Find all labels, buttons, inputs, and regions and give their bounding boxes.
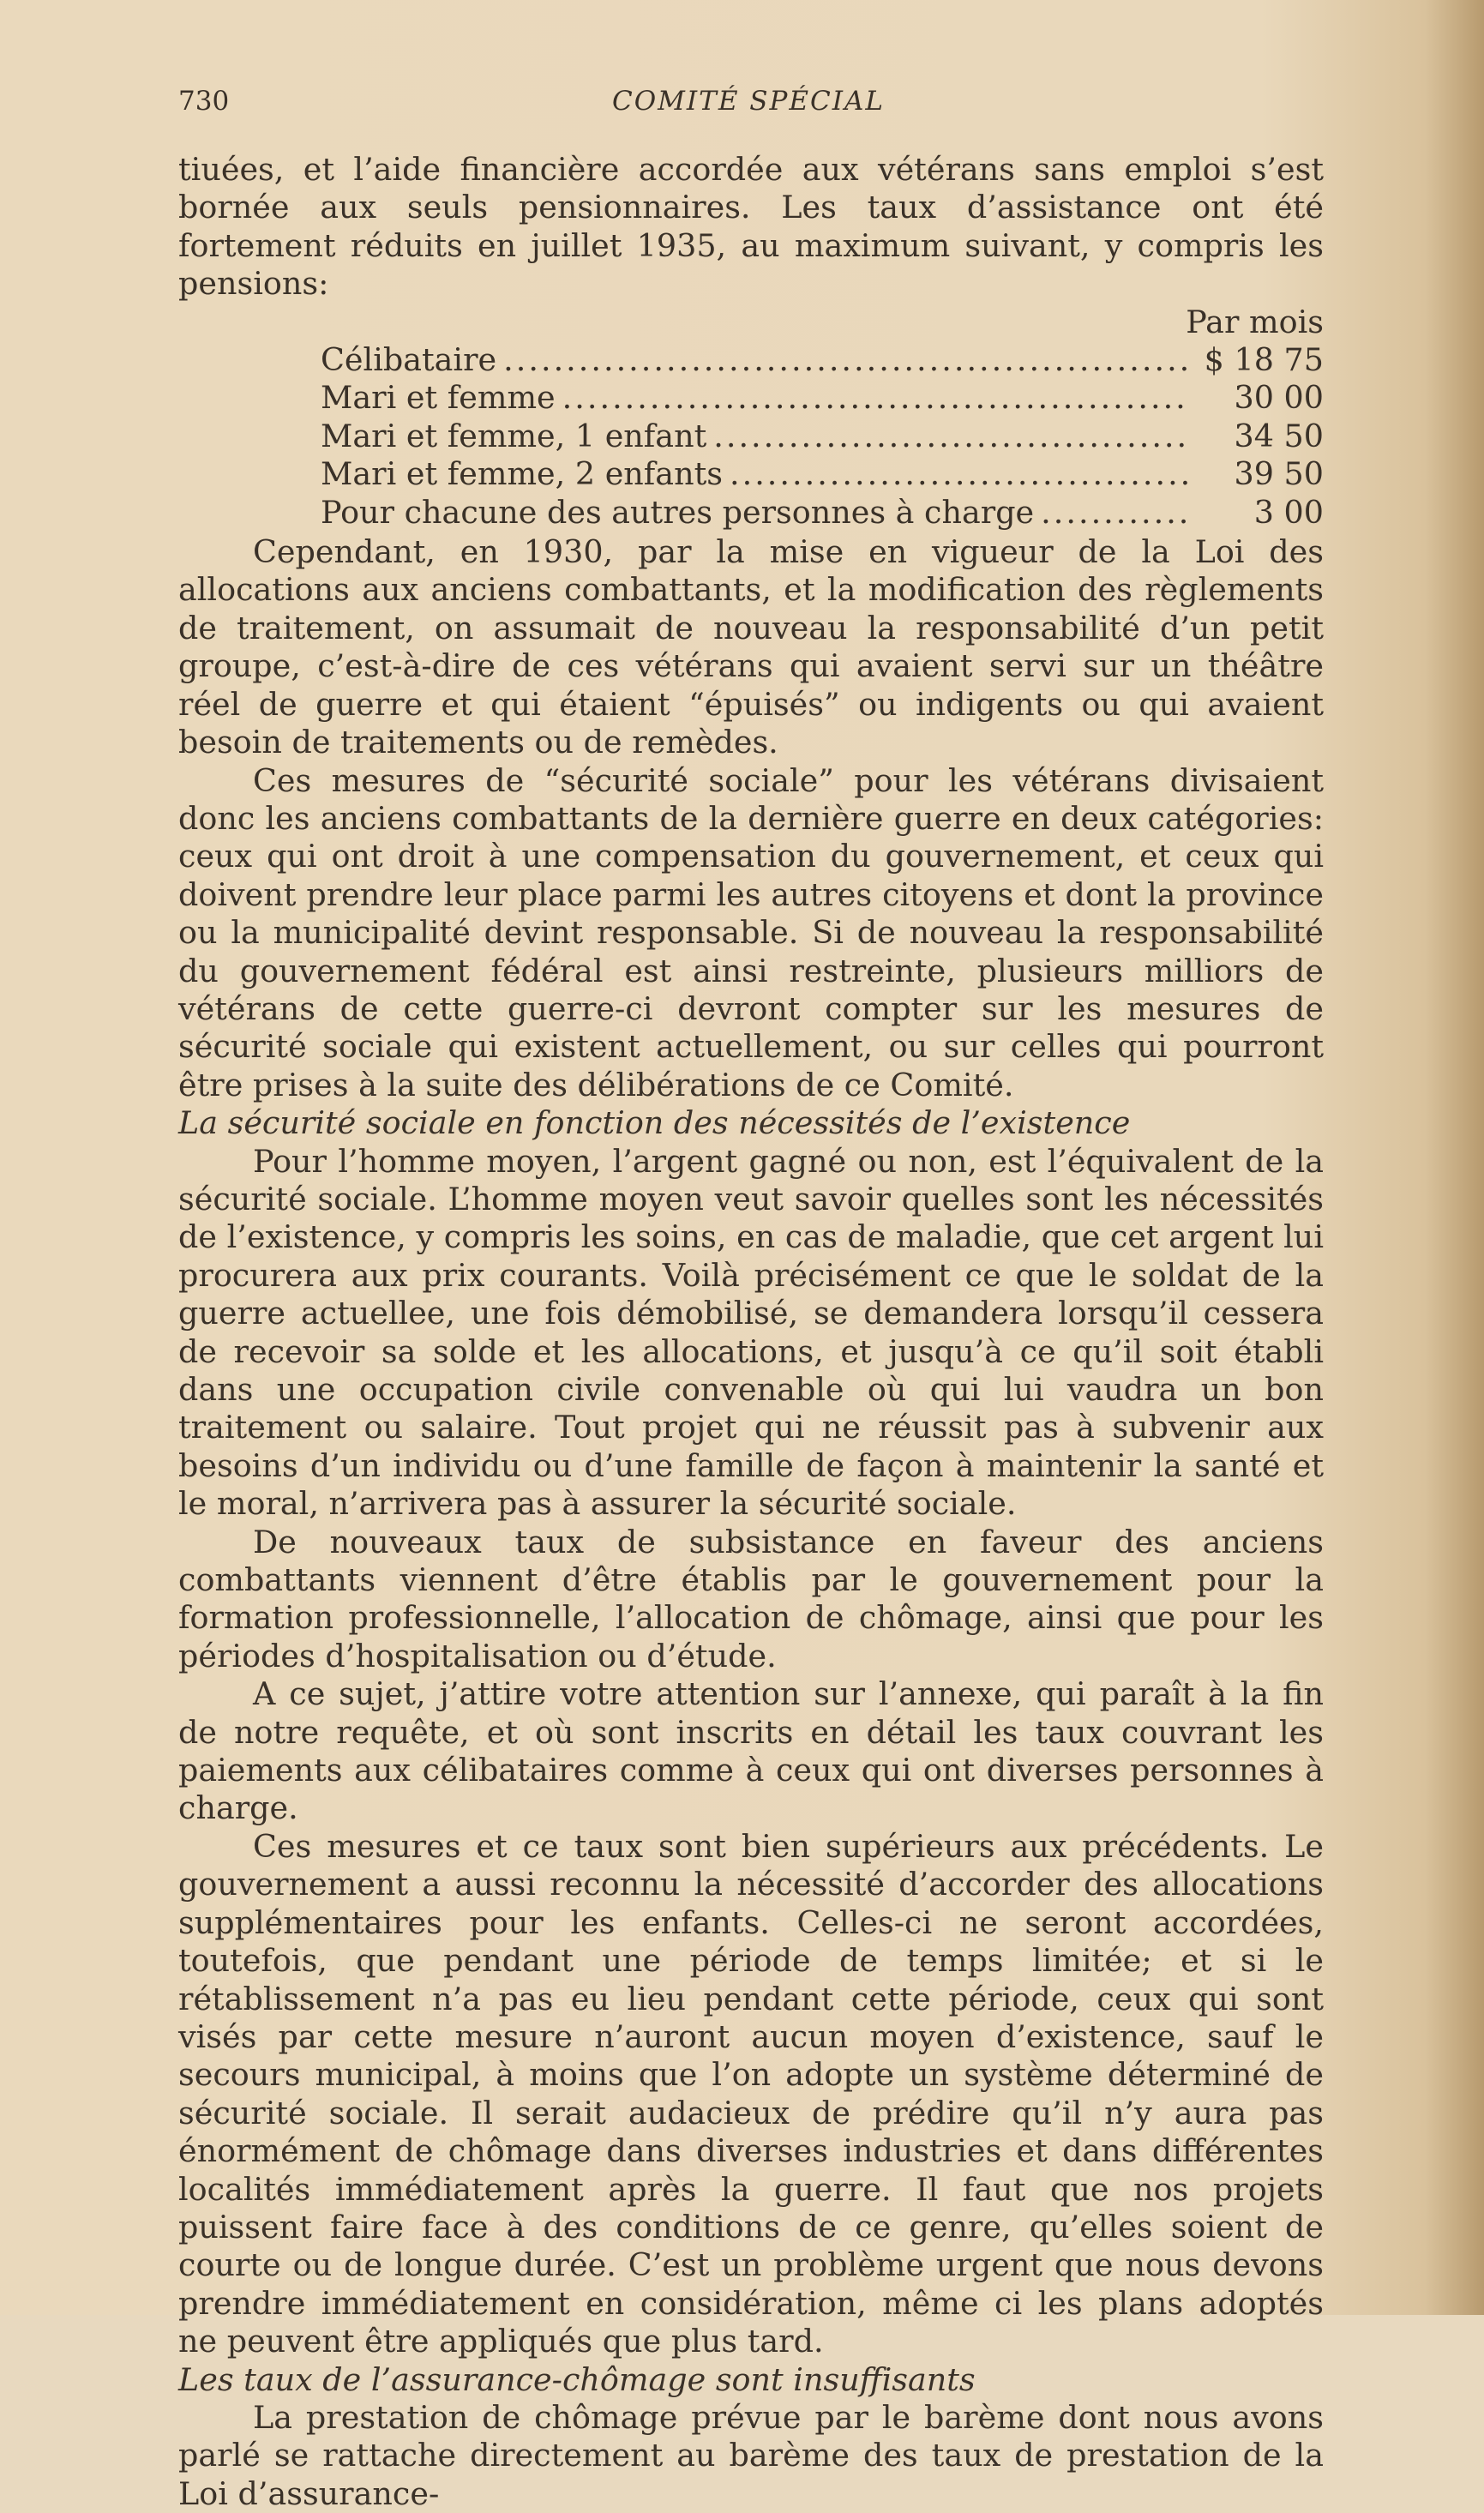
rate-label: Célibataire — [321, 341, 497, 379]
rate-row — [178, 418, 1324, 455]
dot-leader — [730, 455, 1188, 493]
rate-label: Mari et femme, 1 enfant — [321, 417, 707, 454]
rate-amount: 3 00 — [1253, 493, 1324, 531]
rates-table — [178, 304, 1324, 532]
paragraph: A ce sujet, j’attire votre attention sur l’annexe, qui paraît à la fin de notre requête, et où sont inscrits en détail les taux couvrant les paiements aux célibataires comme à ceux qui ont diverses personnes à charge. — [178, 1675, 1324, 1827]
paragraph: La prestation de chômage prévue par le barème dont nous avons parlé se rattache directement au barème des taux de prestation de la Loi d’assurance- — [178, 2398, 1324, 2512]
rates-column-header: Par mois — [1186, 303, 1324, 340]
running-title: COMITÉ SPÉCIAL — [612, 86, 885, 117]
rate-amount: 30 00 — [1234, 379, 1324, 417]
rate-row — [178, 494, 1324, 532]
dot-leader — [713, 418, 1188, 455]
paragraph: De nouveaux taux de subsistance en faveur des anciens combattants viennent d’être établis par le gouvernement pour la formation professionnelle, l’allocation de chômage, ainsi que pour les périodes d’hospitalisation ou d’étude. — [178, 1523, 1324, 1674]
dot-leader — [562, 379, 1188, 417]
rate-row — [178, 379, 1324, 417]
paragraph: tiuées, et l’aide financière accordée aux vétérans sans emploi s’est bornée aux seuls pensionnaires. Les taux d’assistance ont été fortement réduits en juillet 1935, au maximum suivant, y compris les pensions: — [178, 151, 1324, 303]
rate-label: Mari et femme, 2 enfants — [321, 455, 723, 493]
section-heading: La sécurité sociale en fonction des nécessités de l’existence — [178, 1104, 1131, 1142]
section-heading: Les taux de l’assurance-chômage sont insuffisants — [178, 2360, 976, 2398]
rate-amount: 34 50 — [1234, 417, 1324, 454]
rate-label: Mari et femme — [321, 379, 556, 417]
page-number: 730 — [178, 86, 230, 117]
paragraph: Pour l’homme moyen, l’argent gagné ou non, est l’équivalent de la sécurité sociale. L’homme moyen veut savoir quelles sont les nécessités de l’existence, y compris les soins, en cas de maladie, que cet argent lui procurera aux prix courants. Voilà précisément ce que le soldat de la guerre actuellee, une fois démobilisé, se demandera lorsqu’il cessera de recevoir sa solde et les allocations, et jusqu’à ce qu’il soit établi dans une occupation civile convenable où qui lui vaudra un bon traitement ou salaire. Tout projet qui ne réussit pas à subvenir aux besoins d’un individu ou d’une famille de façon à maintenir la santé et le moral, n’arrivera pas à assurer la sécurité sociale. — [178, 1142, 1324, 1523]
rate-label: Pour chacune des autres personnes à charge — [321, 493, 1035, 531]
rate-amount: 39 50 — [1234, 455, 1324, 493]
paragraph: Ces mesures de “sécurité sociale” pour les vétérans divisaient donc les anciens combattants de la dernière guerre en deux catégories: ceux qui ont droit à une compensation du gouvernement, et ceux qui doivent prendre leur place parmi les autres citoyens et dont la province ou la municipalité devint responsable. Si de nouveau la responsabilité du gouvernement fédéral est ainsi restreinte, plusieurs milliors de vétérans de cette guerre-ci devront compter sur les mesures de sécurité sociale qui existent actuellement, ou sur celles qui pourront être prises à la suite des délibérations de ce Comité. — [178, 761, 1324, 1103]
page-header — [178, 86, 1319, 123]
dot-leader — [1041, 494, 1188, 532]
rate-row — [178, 455, 1324, 493]
paragraph: Cependant, en 1930, par la mise en vigueur de la Loi des allocations aux anciens combattants, et la modification des règlements de traitement, on assumait de nouveau la responsabilité d’un petit groupe, c’est-à-dire de ces vétérans qui avaient servi sur un théâtre réel de guerre et qui étaient “épuisés” ou indigents ou qui avaient besoin de traitements ou de remèdes. — [178, 533, 1324, 761]
paragraph: Ces mesures et ce taux sont bien supérieurs aux précédents. Le gouvernement a aussi reconnu la nécessité d’accorder des allocations supplémentaires pour les enfants. Celles-ci ne seront accordées, toutefois, que pendant une période de temps limitée; et si le rétablissement n’a pas eu lieu pendant cette période, ceux qui sont visés par cette mesure n’auront aucun moyen d’existence, sauf le secours municipal, à moins que l’on adopte un système déterminé de sécurité sociale. Il serait audacieux de prédire qu’il n’y aura pas énormément de chômage dans diverses industries et dans différentes localités immédiatement après la guerre. Il faut que nos projets puissent faire face à des conditions de ce genre, qu’elles soient de courte ou de longue durée. C’est un problème urgent que nous devons prendre immédiatement en considération, même ci les plans adoptés ne peuvent être appliqués que plus tard. — [178, 1827, 1324, 2360]
dot-leader — [503, 341, 1188, 379]
document-body — [178, 151, 1324, 2513]
rate-amount: $ 18 75 — [1204, 341, 1324, 379]
rate-row — [178, 341, 1324, 379]
